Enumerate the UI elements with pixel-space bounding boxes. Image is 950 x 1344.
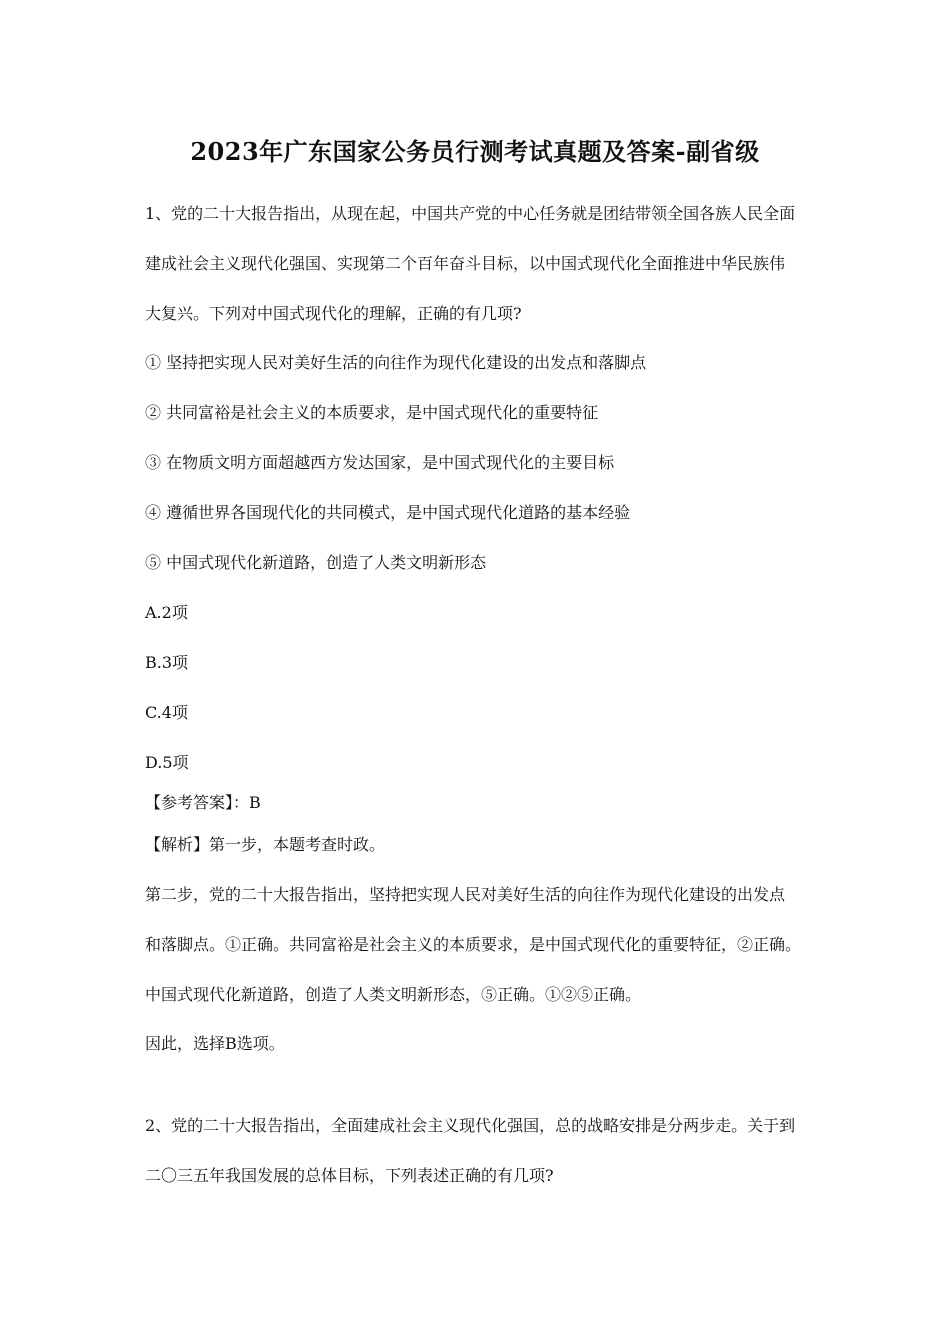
question-stem-line: 2、党的二十大报告指出，全面建成社会主义现代化强国，总的战略安排是分两步走。关于到: [145, 1116, 796, 1135]
analysis-line: 和落脚点。①正确。共同富裕是社会主义的本质要求，是中国式现代化的重要特征，②正确。: [145, 935, 802, 954]
question-stem-line: 1、党的二十大报告指出，从现在起，中国共产党的中心任务就是团结带领全国各族人民全面: [145, 204, 796, 223]
question-stem-line: 大复兴。下列对中国式现代化的理解，正确的有几项?: [145, 304, 522, 323]
analysis-line: 中国式现代化新道路，创造了人类文明新形态，⑤正确。①②⑤正确。: [145, 985, 642, 1004]
option-d: D.5项: [145, 753, 189, 772]
option-b: B.3项: [145, 653, 189, 672]
statement-item: ② 共同富裕是社会主义的本质要求，是中国式现代化的重要特征: [145, 403, 599, 422]
option-a: A.2项: [145, 603, 188, 622]
option-c: C.4项: [145, 703, 188, 722]
question-stem-line: 建成社会主义现代化强国、实现第二个百年奋斗目标，以中国式现代化全面推进中华民族伟: [145, 254, 786, 273]
analysis-step-1: 【解析】第一步，本题考查时政。: [145, 835, 386, 854]
statement-item: ① 坚持把实现人民对美好生活的向往作为现代化建设的出发点和落脚点: [145, 353, 647, 372]
statement-item: ④ 遵循世界各国现代化的共同模式，是中国式现代化道路的基本经验: [145, 503, 631, 522]
statement-item: ③ 在物质文明方面超越西方发达国家，是中国式现代化的主要目标: [145, 453, 615, 472]
reference-answer: 【参考答案】：B: [145, 793, 261, 812]
page-title: 2023年广东国家公务员行测考试真题及答案-副省级: [190, 137, 760, 166]
analysis-conclusion: 因此，选择B选项。: [145, 1034, 285, 1053]
statement-item: ⑤ 中国式现代化新道路，创造了人类文明新形态: [145, 553, 487, 572]
question-stem-line: 二〇三五年我国发展的总体目标，下列表述正确的有几项?: [145, 1166, 554, 1185]
analysis-line: 第二步，党的二十大报告指出，坚持把实现人民对美好生活的向往作为现代化建设的出发点: [145, 885, 786, 904]
